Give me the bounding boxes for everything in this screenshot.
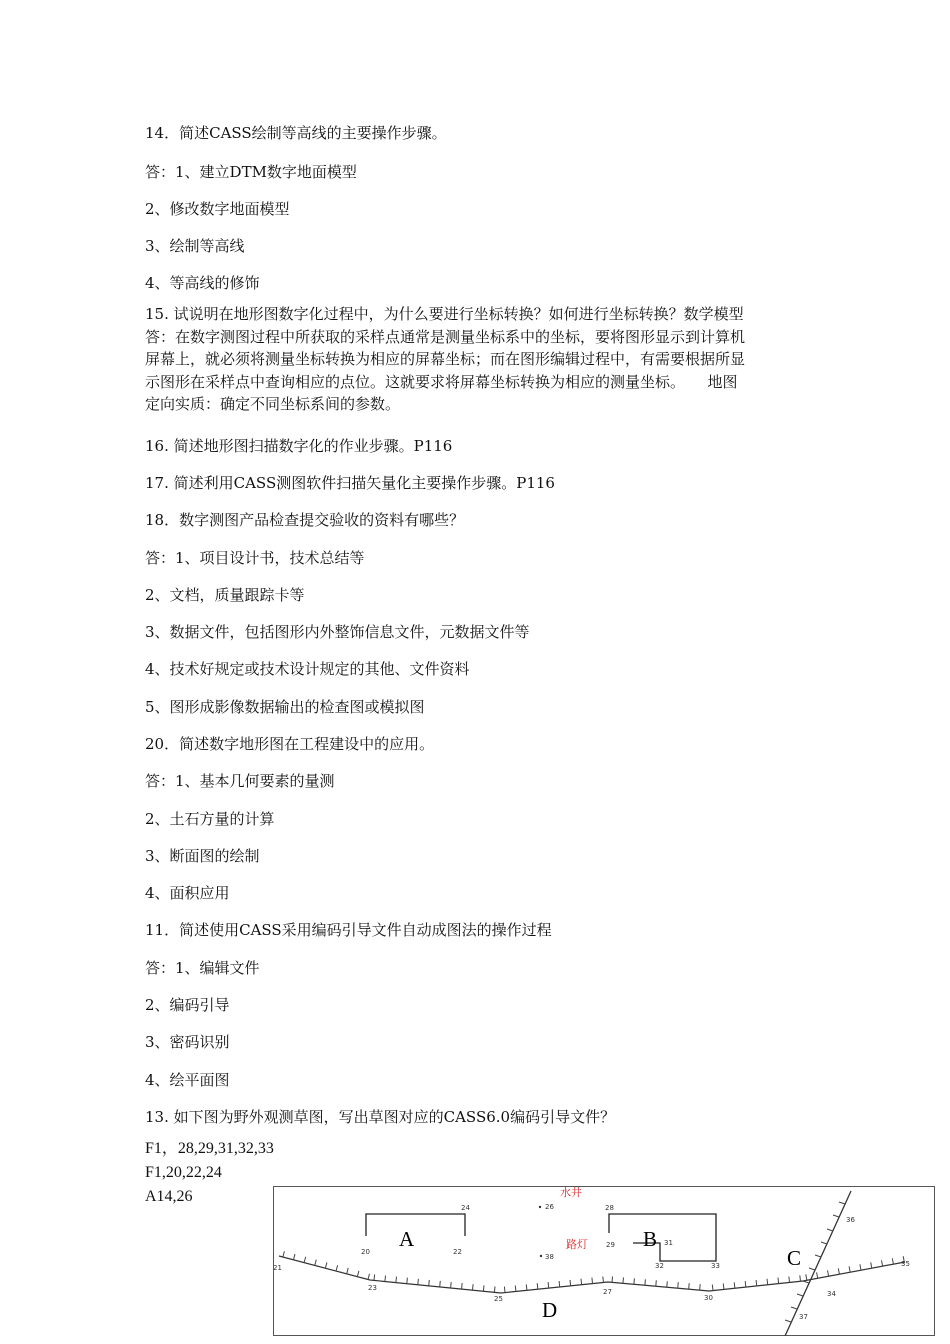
answer-11-step-2: 2、编码引导 xyxy=(145,996,230,1014)
point-32: 32 xyxy=(655,1262,664,1270)
answer-20-step-3: 3、断面图的绘制 xyxy=(145,847,260,865)
point-28: 28 xyxy=(605,1204,614,1212)
hatch-tick xyxy=(778,1278,779,1284)
question-18: 18．数字测图产品检查提交验收的资料有哪些？ xyxy=(145,511,465,529)
hatch-tick xyxy=(418,1279,419,1285)
answer-18-step-1: 答：1、项目设计书，技术总结等 xyxy=(145,549,365,567)
answer-11-step-1: 答：1、编辑文件 xyxy=(145,959,260,977)
hatch-tick xyxy=(734,1282,735,1288)
hatch-tick xyxy=(612,1276,613,1282)
hatch-tick xyxy=(526,1284,527,1290)
hatch-tick xyxy=(451,1282,452,1288)
point-37: 37 xyxy=(799,1313,808,1321)
hatch-tick xyxy=(656,1280,657,1286)
hatch-tick xyxy=(800,1275,801,1281)
field-sketch-figure xyxy=(273,1186,935,1336)
hatch-tick xyxy=(559,1281,560,1287)
answer-14-step-4: 4、等高线的修饰 xyxy=(145,274,260,292)
hatch-tick xyxy=(504,1287,505,1293)
question-14: 14．简述CASS绘制等高线的主要操作步骤。 xyxy=(145,124,447,142)
answer-20-step-4: 4、面积应用 xyxy=(145,884,230,902)
point-35: 35 xyxy=(901,1260,910,1268)
label-d: D xyxy=(542,1298,558,1322)
hatch-tick xyxy=(440,1281,441,1287)
hatch-tick xyxy=(645,1279,646,1285)
hatch-tick xyxy=(634,1278,635,1284)
hatch-tick xyxy=(689,1283,690,1289)
answer-18-step-3: 3、数据文件，包括图形内外整饰信息文件，元数据文件等 xyxy=(145,623,530,641)
answer-20-step-2: 2、土石方量的计算 xyxy=(145,810,275,828)
label-b: B xyxy=(643,1227,658,1251)
code-line-1: F1，28,29,31,32,33 xyxy=(145,1140,274,1157)
lamp-label: 路灯 xyxy=(566,1238,588,1251)
label-a: A xyxy=(399,1227,415,1251)
hatch-tick xyxy=(494,1286,495,1292)
code-line-3: A14,26 xyxy=(145,1188,193,1205)
hatch-tick xyxy=(603,1277,604,1283)
figure-frame xyxy=(274,1187,935,1336)
answer-11-step-3: 3、密码识别 xyxy=(145,1033,230,1051)
question-17: 17. 简述利用CASS测图软件扫描矢量化主要操作步骤。P116 xyxy=(145,474,555,492)
q15-line-5: 定向实质：确定不同坐标系间的参数。 xyxy=(145,395,401,413)
question-16: 16. 简述地形图扫描数字化的作业步骤。P116 xyxy=(145,437,453,455)
hatch-tick xyxy=(667,1281,668,1287)
hatch-tick xyxy=(515,1286,516,1292)
hatch-tick xyxy=(462,1283,463,1289)
hatch-tick xyxy=(581,1279,582,1285)
question-20: 20．简述数字地形图在工程建设中的应用。 xyxy=(145,735,435,753)
point-22: 22 xyxy=(453,1248,462,1256)
hatch-tick xyxy=(374,1274,375,1280)
answer-14-step-1: 答：1、建立DTM数字地面模型 xyxy=(145,163,357,181)
hatch-tick xyxy=(623,1277,624,1283)
hatch-tick xyxy=(570,1280,571,1286)
hatch-tick xyxy=(396,1277,397,1283)
point-36: 36 xyxy=(846,1216,855,1224)
hatch-tick xyxy=(678,1282,679,1288)
question-15-paragraph xyxy=(145,303,809,416)
point-20: 20 xyxy=(361,1248,370,1256)
point-23: 23 xyxy=(368,1284,377,1292)
point-24: 24 xyxy=(461,1204,470,1212)
answer-14-step-3: 3、绘制等高线 xyxy=(145,237,245,255)
hatch-tick xyxy=(767,1279,768,1285)
point-21: 21 xyxy=(273,1264,282,1272)
code-block xyxy=(145,1137,274,1209)
q15-line-2: 答：在数字测图过程中所获取的采样点通常是测量坐标系中的坐标，要将图形显示到计算机 xyxy=(145,327,746,346)
q15-line-4: 示图形在采样点中查询相应的点位。这就要求将屏幕坐标转换为相应的测量坐标。 地图 xyxy=(145,372,738,391)
answer-18-step-5: 5、图形成影像数据输出的检查图或模拟图 xyxy=(145,698,425,716)
well-label: 水井 xyxy=(560,1186,582,1199)
hatch-tick xyxy=(723,1283,724,1289)
hatch-tick xyxy=(429,1280,430,1286)
hatch-tick xyxy=(548,1282,549,1288)
hatch-tick xyxy=(407,1278,408,1284)
question-13: 13. 如下图为野外观测草图，写出草图对应的CASS6.0编码引导文件？ xyxy=(145,1108,616,1126)
hatch-tick xyxy=(700,1284,701,1290)
q15-line-3: 屏幕上，就必须将测量坐标转换为相应的屏幕坐标；而在图形编辑过程中，有需要根据所显 xyxy=(145,350,746,368)
hatch-tick xyxy=(756,1280,757,1286)
point-27: 27 xyxy=(603,1288,612,1296)
hatch-tick xyxy=(592,1278,593,1284)
point-31: 31 xyxy=(664,1239,673,1247)
question-11: 11．简述使用CASS采用编码引导文件自动成图法的操作过程 xyxy=(145,921,552,939)
hatch-tick xyxy=(483,1285,484,1291)
answer-11-step-4: 4、绘平面图 xyxy=(145,1071,230,1089)
code-line-2: F1,20,22,24 xyxy=(145,1164,222,1181)
point-30: 30 xyxy=(704,1294,713,1302)
point-34: 34 xyxy=(827,1290,836,1298)
point-38: 38 xyxy=(545,1253,554,1261)
point-26: 26 xyxy=(545,1203,554,1211)
label-c: C xyxy=(787,1246,802,1270)
point-25: 25 xyxy=(494,1295,503,1303)
hatch-tick xyxy=(473,1284,474,1290)
point-33: 33 xyxy=(711,1262,720,1270)
answer-14-step-2: 2、修改数字地面模型 xyxy=(145,200,290,218)
answer-18-step-4: 4、技术好规定或技术设计规定的其他、文件资料 xyxy=(145,660,470,678)
hatch-tick xyxy=(537,1283,538,1289)
hatch-tick xyxy=(745,1281,746,1287)
q15-line-1: 15. 试说明在地形图数字化过程中，为什么要进行坐标转换？如何进行坐标转换？数学模型 xyxy=(145,305,744,323)
answer-18-step-2: 2、文档，质量跟踪卡等 xyxy=(145,586,305,604)
hatch-tick xyxy=(385,1276,386,1282)
answer-20-step-1: 答：1、基本几何要素的量测 xyxy=(145,772,335,790)
hatch-tick xyxy=(712,1285,713,1291)
hatch-tick xyxy=(789,1277,790,1283)
point-29: 29 xyxy=(606,1241,615,1249)
